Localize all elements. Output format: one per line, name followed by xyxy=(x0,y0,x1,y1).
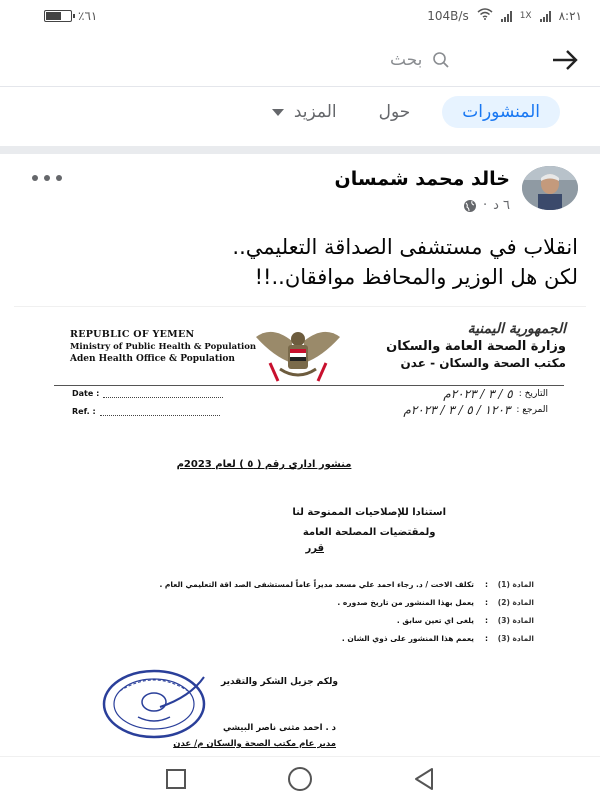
doc-article xyxy=(74,611,534,629)
doc-article-label: المادة (1) xyxy=(497,579,534,589)
battery-level xyxy=(46,12,61,20)
doc-ar-date-value: ٥ / ٣ / ٢٠٢٣م xyxy=(443,387,513,401)
doc-article xyxy=(74,593,534,611)
doc-title: منشور اداري رقم ( ٥ ) لعام 2023م xyxy=(176,459,352,470)
profile-tabs xyxy=(262,96,560,128)
post-text-line-2: لكن هل الوزير والمحافظ موافقان..!! xyxy=(254,265,578,289)
tab-posts[interactable]: المنشورات xyxy=(442,96,560,128)
doc-en-line-1: REPUBLIC OF YEMEN xyxy=(70,329,195,340)
system-nav-bar xyxy=(0,756,600,800)
author-name[interactable]: خالد محمد شمسان xyxy=(334,168,510,190)
post-time[interactable]: ٦ د xyxy=(493,198,510,213)
doc-intro-line-1: استنادا للإصلاحيات الممنوحة لنا xyxy=(292,507,446,518)
post-meta xyxy=(463,198,510,213)
doc-article-text: يعمل بهذا المنشور من تاريخ صدوره . xyxy=(337,597,474,607)
doc-header-rule xyxy=(54,385,564,386)
doc-english-header xyxy=(70,329,256,365)
network-type: 1X xyxy=(519,11,532,21)
doc-ar-date-label: التاريخ : xyxy=(518,389,548,399)
battery-percent: ٪٦١ xyxy=(78,9,98,23)
network-speed: 104B/s xyxy=(427,9,469,23)
doc-en-line-3: Aden Health Office & Population xyxy=(70,354,235,364)
post-text xyxy=(18,232,578,292)
status-left xyxy=(44,9,97,23)
post-text-line-1: انقلاب في مستشفى الصداقة التعليمي.. xyxy=(232,235,578,259)
doc-intro-line-2: ولمقتضيات المصلحة العامة xyxy=(302,527,436,538)
globe-icon xyxy=(463,199,477,213)
doc-article xyxy=(74,629,534,647)
status-right xyxy=(427,8,582,24)
doc-ref-dotline xyxy=(100,415,220,416)
tab-more[interactable] xyxy=(262,96,347,128)
doc-ar-line-1: الجمهورية اليمنية xyxy=(467,321,566,337)
doc-intro xyxy=(292,503,446,543)
doc-ar-line-3: مكتب الصحة والسكان - عدن xyxy=(400,356,566,370)
post-image-document[interactable] xyxy=(14,306,586,756)
doc-article-text: يلغى اي تعين سابق . xyxy=(396,615,474,625)
search-row xyxy=(0,38,600,82)
doc-ar-line-2: وزارة الصحة العامة والسكان xyxy=(386,339,566,354)
signal-icon xyxy=(501,10,512,22)
doc-article xyxy=(74,575,534,593)
doc-signer-title: مدير عام مكتب الصحة والسكان م/ عدن xyxy=(173,739,336,749)
yemen-eagle-emblem-icon xyxy=(252,323,344,385)
doc-article-label: المادة (3) xyxy=(497,633,534,643)
doc-article-text: تكلف الاخت / د. رجاء احمد علي مسعد مديراً عاماً لمستشفى الصد اقة التعليمي العام . xyxy=(159,579,474,589)
doc-decision-heading: قرر xyxy=(305,543,324,554)
doc-date-label: Date : xyxy=(72,389,100,398)
back-triangle-icon[interactable] xyxy=(410,765,438,793)
doc-article-label: المادة (3) xyxy=(497,615,534,625)
doc-ar-ref-field xyxy=(403,403,548,417)
separator-dot: · xyxy=(482,198,488,213)
back-arrow-icon[interactable] xyxy=(550,46,580,74)
header-divider xyxy=(0,86,600,87)
doc-article-text: يعمم هذا المنشور على ذوي الشان . xyxy=(341,633,474,643)
doc-ref-field xyxy=(72,407,220,416)
doc-article-label: المادة (2) xyxy=(497,597,534,607)
doc-en-line-2: Ministry of Public Health & Population xyxy=(70,342,257,352)
search-icon xyxy=(432,51,450,69)
official-stamp-icon xyxy=(100,667,208,741)
doc-thanks: ولكم جزيل الشكر والتقدير xyxy=(220,677,338,687)
search-input[interactable] xyxy=(390,46,520,74)
doc-date-field xyxy=(72,389,223,398)
clock: ٨:٢١ xyxy=(558,9,582,23)
signal-icon-2 xyxy=(540,10,551,22)
tab-about[interactable]: حول xyxy=(378,102,411,122)
doc-ar-ref-label: المرجع : xyxy=(516,405,548,415)
search-placeholder: بحث xyxy=(390,50,423,70)
doc-ar-ref-value: ١٢٠٣ / ٥ / ٣ / ٢٠٢٣م xyxy=(403,403,511,417)
battery-icon xyxy=(44,10,72,22)
doc-articles xyxy=(74,575,534,647)
more-options-icon[interactable] xyxy=(30,170,64,186)
avatar[interactable] xyxy=(522,166,578,210)
tab-more-label: المزيد xyxy=(293,102,337,122)
doc-ref-label: Ref. : xyxy=(72,407,96,416)
doc-article-colon: : xyxy=(485,579,488,589)
caret-down-icon xyxy=(272,109,284,116)
home-circle-icon[interactable] xyxy=(286,765,314,793)
section-divider xyxy=(0,146,600,154)
doc-article-colon: : xyxy=(485,615,488,625)
doc-article-colon: : xyxy=(485,597,488,607)
doc-signer: د . احمد مثنى ناصر البيشي xyxy=(222,723,336,733)
doc-ar-date-field xyxy=(443,387,548,401)
status-bar xyxy=(0,0,600,32)
recents-square-icon[interactable] xyxy=(162,765,190,793)
doc-article-colon: : xyxy=(485,633,488,643)
wifi-icon xyxy=(477,8,493,24)
doc-date-dotline xyxy=(103,397,223,398)
doc-arabic-header xyxy=(386,321,566,370)
